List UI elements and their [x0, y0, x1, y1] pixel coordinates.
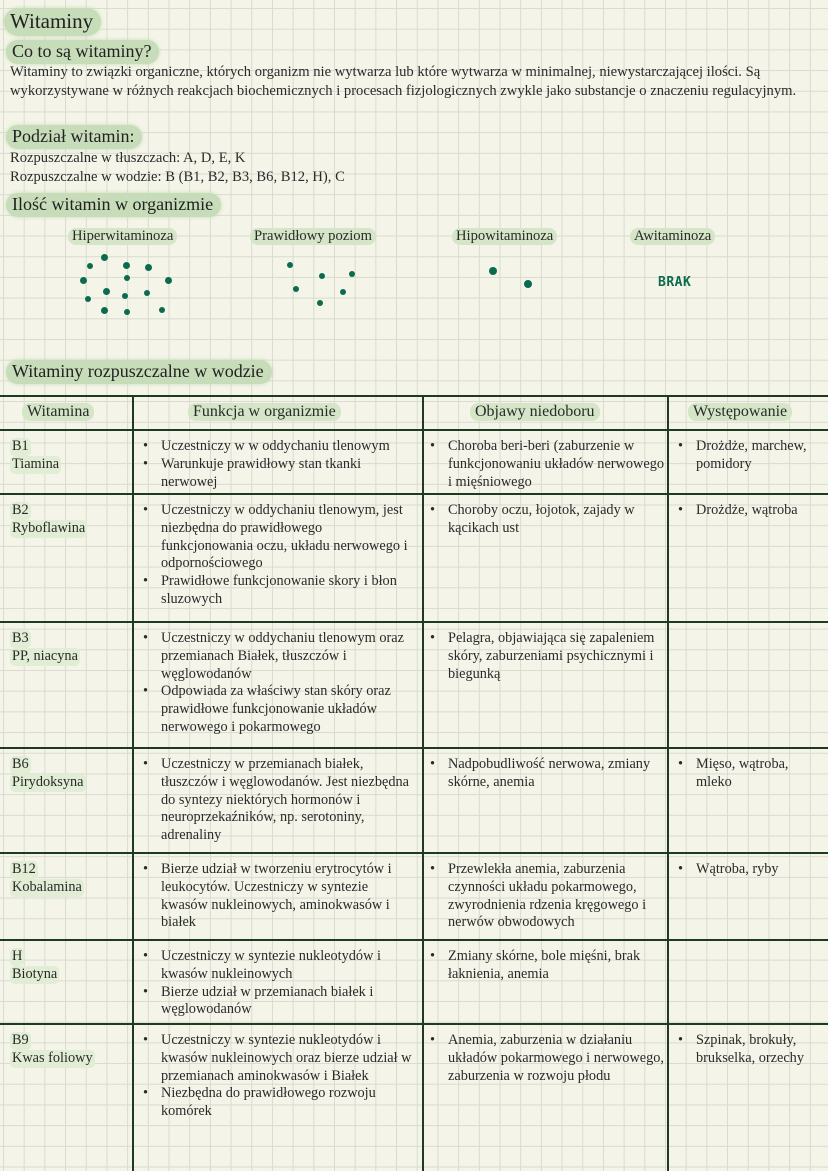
dot-mark [144, 290, 150, 296]
column-header-vitamin: Witamina [22, 403, 94, 421]
column-header-function: Funkcja w organizmie [188, 403, 341, 421]
label-hyper: Hiperwitaminoza [68, 228, 177, 245]
list-item: • Uczestniczy w oddychaniu tlenowym oraz przemianach Białek, tłuszczów i węglowodanów [141, 630, 413, 683]
vitamin-cell [10, 502, 128, 538]
classification-fat: Rozpuszczalne w tłuszczach: A, D, E, K [10, 150, 246, 166]
sources-cell [676, 438, 826, 474]
dot-mark [123, 262, 130, 269]
list-item: • Uczestniczy w w oddychaniu tlenowym [141, 438, 413, 456]
dot-mark [85, 296, 91, 302]
list-item: • Anemia, zaburzenia w działaniu układów pokarmowego i nerwowego, zaburzenia w rozwoju płodu [428, 1032, 666, 1085]
dot-mark [317, 300, 323, 306]
deficiency-cell [428, 948, 666, 984]
dot-mark [165, 277, 172, 284]
deficiency-cell [428, 438, 666, 491]
vitamin-name: Kobalamina [12, 878, 82, 895]
section-heading-classification: Podział witamin: [6, 125, 142, 149]
brak-text: BRAK [658, 275, 692, 290]
deficiency-cell [428, 756, 666, 792]
list-item: • Nadpobudliwość nerwowa, zmiany skórne, anemia [428, 756, 666, 792]
vitamin-code: B9 [12, 1032, 29, 1048]
dot-mark [103, 288, 110, 295]
list-item: • Uczestniczy w przemianach białek, tłuszczów i węglowodanów. Jest niezbędna do syntezy niektórych hormonów i neuroprzekaźników, np. serotoniny, adrenaliny [141, 756, 413, 845]
list-item: • Odpowiada za właściwy stan skóry oraz prawidłowe funkcjonowanie układów nerwowego i pokarmowego [141, 683, 413, 736]
list-item: • Mięso, wątroba, mleko [676, 756, 826, 792]
deficiency-cell [428, 502, 666, 538]
sources-cell [676, 1032, 826, 1068]
column-header-sources: Występowanie [688, 403, 792, 421]
vitamin-cell [10, 630, 128, 666]
vitamin-cell [10, 1032, 128, 1068]
list-item: • Drożdże, marchew, pomidory [676, 438, 826, 474]
list-item: • Uczestniczy w syntezie nukleotydów i kwasów nukleinowych [141, 948, 413, 984]
vitamin-name: Ryboflawina [12, 519, 86, 536]
function-cell [141, 438, 413, 491]
function-cell [141, 948, 413, 1019]
list-item: • Bierze udział w przemianach białek i węglowodanów [141, 984, 413, 1020]
vitamin-code: B3 [12, 630, 29, 646]
vitamin-cell [10, 438, 128, 474]
column-header-deficiency: Objawy niedoboru [470, 403, 600, 421]
list-item: • Prawidłowe funkcjonowanie skory i błon sluzowych [141, 573, 413, 609]
dot-mark [87, 263, 93, 269]
dot-mark [349, 271, 355, 277]
section-heading-amount: Ilość witamin w organizmie [6, 193, 221, 217]
classification-water: Rozpuszczalne w wodzie: B (B1, B2, B3, B6, B12, H), C [10, 169, 345, 185]
dot-mark [124, 275, 130, 281]
dot-mark [489, 267, 497, 275]
vitamin-name: Pirydoksyna [12, 773, 84, 790]
section-heading-definition: Co to są witaminy? [6, 40, 159, 64]
vitamin-cell [10, 861, 128, 897]
dot-mark [145, 264, 152, 271]
list-item: • Wątroba, ryby [676, 861, 826, 879]
list-item: • Choroby oczu, łojotok, zajady w kącikach ust [428, 502, 666, 538]
dot-mark [101, 254, 108, 261]
dot-mark [80, 277, 87, 284]
vitamin-name: Biotyna [12, 965, 58, 982]
list-item: • Pelagra, objawiająca się zapaleniem skóry, zaburzeniami psychicznymi i biegunką [428, 630, 666, 683]
deficiency-cell [428, 630, 666, 683]
table-heading: Witaminy rozpuszczalne w wodzie [6, 360, 272, 384]
dot-mark [159, 307, 165, 313]
list-item: • Przewlekła anemia, zaburzenia czynności układu pokarmowego, zwyrodnienia rdzenia kręgowego i nerwów obwodowych [428, 861, 666, 932]
function-cell [141, 861, 413, 932]
list-item: • Szpinak, brokuły, brukselka, orzechy [676, 1032, 826, 1068]
function-cell [141, 1032, 413, 1121]
vitamin-code: B6 [12, 756, 29, 772]
vitamin-cell [10, 756, 128, 792]
vitamin-code: H [12, 948, 23, 964]
list-item: • Niezbędna do prawidłowego rozwoju komórek [141, 1085, 413, 1121]
list-item: • Bierze udział w tworzeniu erytrocytów i leukocytów. Uczestniczy w syntezie kwasów nukleinowych, aminokwasów i białek [141, 861, 413, 932]
dot-mark [524, 280, 532, 288]
sources-cell [676, 861, 826, 879]
list-item: • Warunkuje prawidłowy stan tkanki nerwowej [141, 456, 413, 492]
dot-mark [122, 293, 128, 299]
list-item: • Uczestniczy w oddychaniu tlenowym, jest niezbędna do prawidłowego funkcjonowania oczu, układu nerwowego i odpornościowego [141, 502, 413, 573]
sources-cell [676, 502, 826, 520]
dot-mark [319, 273, 325, 279]
dot-mark [124, 309, 130, 315]
function-cell [141, 502, 413, 609]
label-normal: Prawidłowy poziom [250, 228, 376, 245]
vitamin-code: B1 [12, 438, 29, 454]
vitamin-name: Kwas foliowy [12, 1049, 93, 1066]
dot-mark [287, 262, 293, 268]
vitamin-code: B12 [12, 861, 36, 877]
definition-text: Witaminy to związki organiczne, których organizm nie wytwarza lub które wytwarza w minimalnej, niewystarczającej ilości. Są wykorzystywane w różnych reakcjach biochemicznych i procesach fizjologicznych zwykle jako substancje o znaczeniu regulacyjnym. [10, 64, 797, 99]
page-title: Witaminy [4, 8, 101, 36]
list-item: • Zmiany skórne, bole mięśni, brak łaknienia, anemia [428, 948, 666, 984]
vitamin-name: PP, niacyna [12, 647, 78, 664]
dot-mark [101, 307, 108, 314]
vitamin-cell [10, 948, 128, 984]
label-avit: Awitaminoza [630, 228, 715, 245]
deficiency-cell [428, 861, 666, 932]
deficiency-cell [428, 1032, 666, 1085]
list-item: • Choroba beri-beri (zaburzenie w funkcjonowaniu układów nerwowego i mięśniowego [428, 438, 666, 491]
label-hypo: Hipowitaminoza [452, 228, 557, 245]
sources-cell [676, 756, 826, 792]
dot-mark [340, 289, 346, 295]
dot-mark [293, 286, 299, 292]
list-item: • Drożdże, wątroba [676, 502, 826, 520]
function-cell [141, 630, 413, 737]
function-cell [141, 756, 413, 845]
list-item: • Uczestniczy w syntezie nukleotydów i kwasów nukleinowych oraz bierze udział w przemianach aminokwasów i Białek [141, 1032, 413, 1085]
vitamin-name: Tiamina [12, 455, 60, 472]
vitamin-code: B2 [12, 502, 29, 518]
